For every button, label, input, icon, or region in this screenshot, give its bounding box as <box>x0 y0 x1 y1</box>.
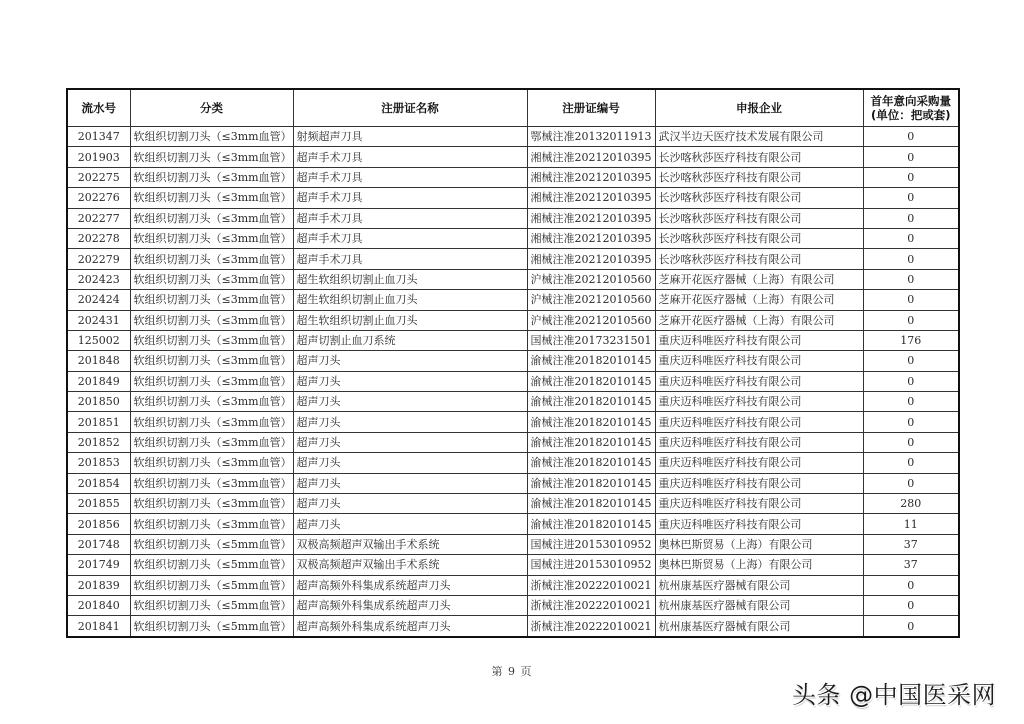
cell-applicant-company: 芝麻开花医疗器械（上海）有限公司 <box>655 269 863 289</box>
cell-registration-name: 超声刀头 <box>293 432 527 452</box>
cell-serial-no: 202275 <box>67 167 130 187</box>
cell-registration-number: 渝械注准20182010145 <box>527 453 655 473</box>
table-row <box>67 555 959 575</box>
cell-registration-number: 渝械注准20182010145 <box>527 514 655 534</box>
cell-applicant-company: 重庆迈科唯医疗科技有限公司 <box>655 330 863 350</box>
cell-first-year-quantity: 0 <box>863 127 959 147</box>
cell-registration-name: 双极高频超声双输出手术系统 <box>293 555 527 575</box>
cell-registration-name: 超声手术刀具 <box>293 228 527 248</box>
cell-category: 软组织切割刀头（≤3mm血管） <box>130 167 293 187</box>
cell-serial-no: 202278 <box>67 228 130 248</box>
cell-registration-number: 渝械注准20182010145 <box>527 371 655 391</box>
cell-registration-name: 超声手术刀具 <box>293 208 527 228</box>
cell-registration-number: 渝械注准20182010145 <box>527 392 655 412</box>
table-row <box>67 147 959 167</box>
table-row <box>67 249 959 269</box>
header-applicant-company: 申报企业 <box>655 89 863 127</box>
cell-first-year-quantity: 0 <box>863 432 959 452</box>
cell-applicant-company: 长沙喀秋莎医疗科技有限公司 <box>655 188 863 208</box>
header-registration-number: 注册证编号 <box>527 89 655 127</box>
cell-category: 软组织切割刀头（≤3mm血管） <box>130 147 293 167</box>
cell-serial-no: 201856 <box>67 514 130 534</box>
table-row <box>67 473 959 493</box>
cell-registration-number: 鄂械注准20132011913 <box>527 127 655 147</box>
cell-category: 软组织切割刀头（≤5mm血管） <box>130 534 293 554</box>
table-row <box>67 330 959 350</box>
table-row <box>67 188 959 208</box>
cell-registration-number: 湘械注准20212010395 <box>527 147 655 167</box>
cell-registration-number: 沪械注准20212010560 <box>527 310 655 330</box>
cell-registration-number: 湘械注准20212010395 <box>527 228 655 248</box>
cell-applicant-company: 芝麻开花医疗器械（上海）有限公司 <box>655 290 863 310</box>
cell-category: 软组织切割刀头（≤3mm血管） <box>130 494 293 514</box>
watermark: 头条 @中国医采网 <box>792 681 997 709</box>
table-row <box>67 371 959 391</box>
cell-category: 软组织切割刀头（≤3mm血管） <box>130 392 293 412</box>
table-row <box>67 269 959 289</box>
cell-applicant-company: 重庆迈科唯医疗科技有限公司 <box>655 514 863 534</box>
cell-first-year-quantity: 0 <box>863 290 959 310</box>
table-row <box>67 432 959 452</box>
cell-serial-no: 201840 <box>67 595 130 615</box>
header-qty-line2: (单位：把或套) <box>870 108 951 122</box>
page-number: 第 9 页 <box>491 665 533 678</box>
table-row <box>67 494 959 514</box>
cell-applicant-company: 长沙喀秋莎医疗科技有限公司 <box>655 147 863 167</box>
cell-applicant-company: 杭州康基医疗器械有限公司 <box>655 595 863 615</box>
cell-serial-no: 201849 <box>67 371 130 391</box>
cell-applicant-company: 重庆迈科唯医疗科技有限公司 <box>655 473 863 493</box>
cell-serial-no: 201851 <box>67 412 130 432</box>
cell-serial-no: 201748 <box>67 534 130 554</box>
cell-registration-name: 超声刀头 <box>293 412 527 432</box>
cell-registration-name: 超声手术刀具 <box>293 167 527 187</box>
cell-category: 软组织切割刀头（≤3mm血管） <box>130 269 293 289</box>
table-row <box>67 228 959 248</box>
cell-applicant-company: 奥林巴斯贸易（上海）有限公司 <box>655 555 863 575</box>
cell-serial-no: 201903 <box>67 147 130 167</box>
header-first-year-quantity <box>863 89 959 127</box>
cell-registration-name: 超声高频外科集成系统超声刀头 <box>293 595 527 615</box>
cell-registration-number: 国械注准20173231501 <box>527 330 655 350</box>
cell-first-year-quantity: 0 <box>863 188 959 208</box>
cell-first-year-quantity: 0 <box>863 412 959 432</box>
cell-applicant-company: 长沙喀秋莎医疗科技有限公司 <box>655 167 863 187</box>
cell-applicant-company: 杭州康基医疗器械有限公司 <box>655 616 863 637</box>
cell-applicant-company: 重庆迈科唯医疗科技有限公司 <box>655 351 863 371</box>
cell-registration-number: 湘械注准20212010395 <box>527 249 655 269</box>
table-row <box>67 167 959 187</box>
cell-registration-name: 超声刀头 <box>293 473 527 493</box>
cell-serial-no: 202277 <box>67 208 130 228</box>
table-row <box>67 392 959 412</box>
cell-registration-name: 超声刀头 <box>293 392 527 412</box>
cell-serial-no: 201841 <box>67 616 130 637</box>
cell-registration-name: 射频超声刀具 <box>293 127 527 147</box>
cell-first-year-quantity: 37 <box>863 555 959 575</box>
cell-registration-number: 国械注进20153010952 <box>527 555 655 575</box>
cell-registration-name: 超声手术刀具 <box>293 188 527 208</box>
cell-category: 软组织切割刀头（≤3mm血管） <box>130 412 293 432</box>
cell-registration-name: 超声刀头 <box>293 351 527 371</box>
table-row <box>67 534 959 554</box>
cell-serial-no: 202279 <box>67 249 130 269</box>
cell-first-year-quantity: 0 <box>863 249 959 269</box>
cell-serial-no: 202276 <box>67 188 130 208</box>
cell-category: 软组织切割刀头（≤3mm血管） <box>130 453 293 473</box>
cell-applicant-company: 重庆迈科唯医疗科技有限公司 <box>655 453 863 473</box>
header-registration-name: 注册证名称 <box>293 89 527 127</box>
cell-registration-name: 超声手术刀具 <box>293 147 527 167</box>
header-serial-no: 流水号 <box>67 89 130 127</box>
cell-registration-number: 沪械注准20212010560 <box>527 269 655 289</box>
cell-registration-name: 超生软组织切割止血刀头 <box>293 290 527 310</box>
cell-serial-no: 202424 <box>67 290 130 310</box>
cell-first-year-quantity: 0 <box>863 392 959 412</box>
cell-registration-name: 超声手术刀具 <box>293 249 527 269</box>
cell-category: 软组织切割刀头（≤3mm血管） <box>130 249 293 269</box>
cell-category: 软组织切割刀头（≤3mm血管） <box>130 310 293 330</box>
cell-first-year-quantity: 0 <box>863 228 959 248</box>
cell-registration-number: 渝械注准20182010145 <box>527 494 655 514</box>
cell-registration-name: 超声刀头 <box>293 494 527 514</box>
table-row <box>67 514 959 534</box>
cell-category: 软组织切割刀头（≤5mm血管） <box>130 616 293 637</box>
cell-registration-number: 浙械注准20222010021 <box>527 575 655 595</box>
header-qty-line1: 首年意向采购量 <box>870 94 951 108</box>
cell-registration-number: 湘械注准20212010395 <box>527 188 655 208</box>
procurement-table <box>66 88 960 638</box>
table-row <box>67 127 959 147</box>
cell-first-year-quantity: 0 <box>863 310 959 330</box>
cell-registration-name: 超声高频外科集成系统超声刀头 <box>293 575 527 595</box>
table-row <box>67 310 959 330</box>
cell-category: 软组织切割刀头（≤3mm血管） <box>130 330 293 350</box>
table-body <box>67 127 959 637</box>
cell-serial-no: 201853 <box>67 453 130 473</box>
cell-registration-name: 超生软组织切割止血刀头 <box>293 310 527 330</box>
table-row <box>67 351 959 371</box>
cell-first-year-quantity: 0 <box>863 167 959 187</box>
cell-first-year-quantity: 0 <box>863 616 959 637</box>
cell-applicant-company: 杭州康基医疗器械有限公司 <box>655 575 863 595</box>
table-row <box>67 453 959 473</box>
cell-registration-number: 渝械注准20182010145 <box>527 432 655 452</box>
cell-registration-name: 超声刀头 <box>293 371 527 391</box>
cell-first-year-quantity: 0 <box>863 371 959 391</box>
cell-category: 软组织切割刀头（≤3mm血管） <box>130 127 293 147</box>
cell-category: 软组织切割刀头（≤3mm血管） <box>130 371 293 391</box>
cell-applicant-company: 重庆迈科唯医疗科技有限公司 <box>655 494 863 514</box>
cell-registration-name: 超生软组织切割止血刀头 <box>293 269 527 289</box>
cell-registration-number: 湘械注准20212010395 <box>527 208 655 228</box>
cell-registration-number: 沪械注准20212010560 <box>527 290 655 310</box>
cell-first-year-quantity: 37 <box>863 534 959 554</box>
table-row <box>67 208 959 228</box>
cell-applicant-company: 武汉半边天医疗技术发展有限公司 <box>655 127 863 147</box>
cell-first-year-quantity: 11 <box>863 514 959 534</box>
cell-first-year-quantity: 0 <box>863 147 959 167</box>
cell-first-year-quantity: 0 <box>863 575 959 595</box>
cell-registration-number: 浙械注准20222010021 <box>527 595 655 615</box>
cell-serial-no: 202431 <box>67 310 130 330</box>
cell-applicant-company: 长沙喀秋莎医疗科技有限公司 <box>655 228 863 248</box>
cell-registration-number: 湘械注准20212010395 <box>527 167 655 187</box>
cell-applicant-company: 重庆迈科唯医疗科技有限公司 <box>655 371 863 391</box>
cell-registration-name: 超声高频外科集成系统超声刀头 <box>293 616 527 637</box>
cell-first-year-quantity: 280 <box>863 494 959 514</box>
cell-category: 软组织切割刀头（≤5mm血管） <box>130 575 293 595</box>
cell-serial-no: 125002 <box>67 330 130 350</box>
cell-first-year-quantity: 0 <box>863 351 959 371</box>
table-row <box>67 595 959 615</box>
cell-applicant-company: 长沙喀秋莎医疗科技有限公司 <box>655 208 863 228</box>
cell-serial-no: 202423 <box>67 269 130 289</box>
cell-registration-name: 超声刀头 <box>293 453 527 473</box>
header-row <box>67 89 959 127</box>
cell-category: 软组织切割刀头（≤5mm血管） <box>130 595 293 615</box>
cell-registration-number: 浙械注准20222010021 <box>527 616 655 637</box>
cell-category: 软组织切割刀头（≤3mm血管） <box>130 432 293 452</box>
cell-registration-number: 渝械注准20182010145 <box>527 412 655 432</box>
cell-first-year-quantity: 0 <box>863 473 959 493</box>
cell-applicant-company: 重庆迈科唯医疗科技有限公司 <box>655 412 863 432</box>
table-row <box>67 412 959 432</box>
cell-category: 软组织切割刀头（≤3mm血管） <box>130 351 293 371</box>
cell-first-year-quantity: 0 <box>863 208 959 228</box>
cell-first-year-quantity: 0 <box>863 269 959 289</box>
cell-serial-no: 201839 <box>67 575 130 595</box>
cell-registration-number: 国械注进20153010952 <box>527 534 655 554</box>
cell-applicant-company: 长沙喀秋莎医疗科技有限公司 <box>655 249 863 269</box>
cell-first-year-quantity: 0 <box>863 595 959 615</box>
cell-category: 软组织切割刀头（≤3mm血管） <box>130 290 293 310</box>
cell-category: 软组织切割刀头（≤3mm血管） <box>130 208 293 228</box>
cell-applicant-company: 重庆迈科唯医疗科技有限公司 <box>655 392 863 412</box>
cell-applicant-company: 重庆迈科唯医疗科技有限公司 <box>655 432 863 452</box>
cell-serial-no: 201850 <box>67 392 130 412</box>
cell-serial-no: 201852 <box>67 432 130 452</box>
cell-category: 软组织切割刀头（≤3mm血管） <box>130 228 293 248</box>
cell-applicant-company: 芝麻开花医疗器械（上海）有限公司 <box>655 310 863 330</box>
cell-registration-number: 渝械注准20182010145 <box>527 473 655 493</box>
cell-serial-no: 201855 <box>67 494 130 514</box>
cell-serial-no: 201848 <box>67 351 130 371</box>
cell-category: 软组织切割刀头（≤5mm血管） <box>130 555 293 575</box>
header-category: 分类 <box>130 89 293 127</box>
cell-category: 软组织切割刀头（≤3mm血管） <box>130 188 293 208</box>
cell-serial-no: 201749 <box>67 555 130 575</box>
table-header <box>67 89 959 127</box>
cell-first-year-quantity: 176 <box>863 330 959 350</box>
cell-first-year-quantity: 0 <box>863 453 959 473</box>
cell-category: 软组织切割刀头（≤3mm血管） <box>130 514 293 534</box>
table-row <box>67 575 959 595</box>
cell-registration-name: 超声刀头 <box>293 514 527 534</box>
cell-registration-name: 双极高频超声双输出手术系统 <box>293 534 527 554</box>
cell-applicant-company: 奥林巴斯贸易（上海）有限公司 <box>655 534 863 554</box>
cell-category: 软组织切割刀头（≤3mm血管） <box>130 473 293 493</box>
cell-registration-name: 超声切割止血刀系统 <box>293 330 527 350</box>
cell-registration-number: 渝械注准20182010145 <box>527 351 655 371</box>
cell-serial-no: 201347 <box>67 127 130 147</box>
cell-serial-no: 201854 <box>67 473 130 493</box>
table-row <box>67 290 959 310</box>
table-row <box>67 616 959 637</box>
